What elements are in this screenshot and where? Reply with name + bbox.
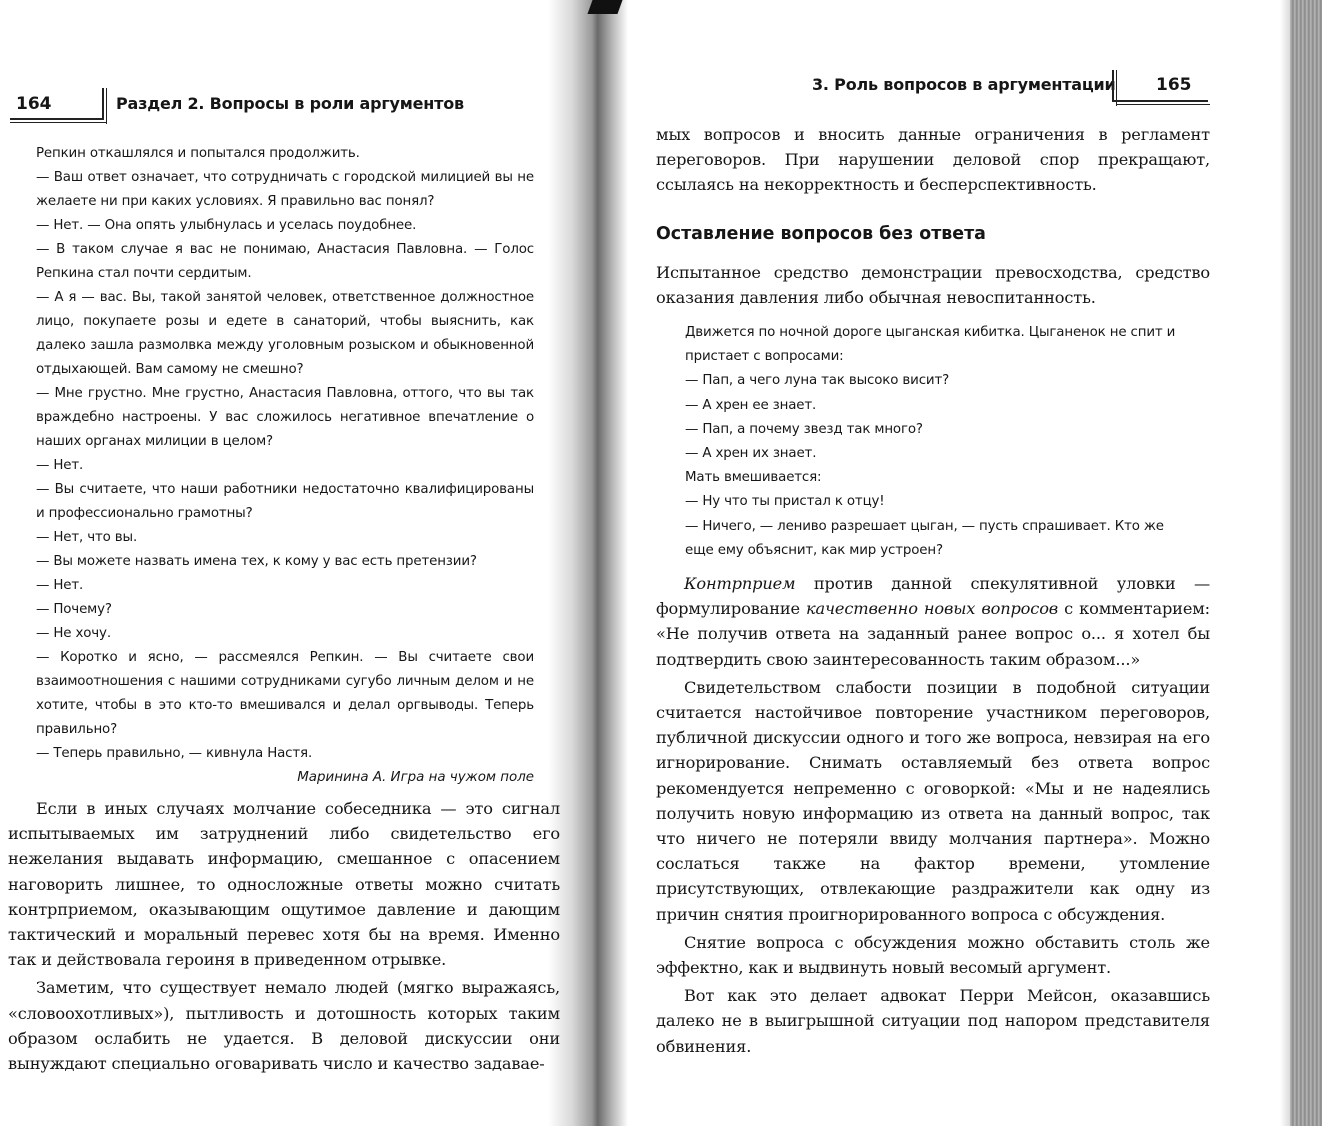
dialogue-line: — Не хочу. bbox=[36, 626, 111, 641]
header-rule bbox=[10, 122, 106, 123]
dialogue-line: — Ну что ты пристал к отцу! bbox=[685, 494, 885, 510]
dialogue-line: — А хрен их знает. bbox=[685, 446, 817, 462]
dialogue-line: — А я — вас. Вы, такой занятой человек, ответственное должностное лицо, покупаете розы и едете в санаторий, чтобы выяснить, как далеко зашла размолвка между уголовным розыском и обыкновенной отдыхающей. Вам самому не смешно? bbox=[36, 290, 534, 377]
dialogue-line: — Нет. — Она опять улыбнулась и уселась поудобнее. bbox=[36, 218, 417, 233]
left-quote-block bbox=[36, 142, 534, 790]
dialogue-line: — Ваш ответ означает, что сотрудничать с городской милицией вы не желаете ни при каких условиях. Я правильно вас понял? bbox=[36, 170, 534, 209]
body-text-run: с комментарием: «Не получив ответа на заданный ранее вопрос о... я хотел бы подтвердить свою заинтересованность таким образом...» bbox=[656, 599, 1210, 669]
header-rule bbox=[1116, 104, 1210, 105]
header-rule bbox=[10, 118, 102, 120]
header-divider bbox=[102, 88, 104, 120]
dialogue-line: Мать вмешивается: bbox=[685, 470, 822, 486]
left-running-head-title: Раздел 2. Вопросы в роли аргументов bbox=[116, 94, 464, 113]
dialogue-line: — В таком случае я вас не понимаю, Анастасия Павловна. — Голос Репкина стал почти сердитым. bbox=[36, 242, 534, 281]
dialogue-line: — Пап, а почему звезд так много? bbox=[685, 421, 923, 437]
body-paragraph bbox=[656, 571, 1210, 672]
body-paragraph: Если в иных случаях молчание собеседника — это сигнал испытываемых им затруднений либо свидетельство его нежелания выдавать информацию, смешанное с опасением наговорить лишнее, то односложные ответы можно считать контрприемом, оказывающим ощутимое давление и дающим тактический и моральный перевес хотя бы на время. Именно так и действовала героиня в приведенном отрывке. bbox=[8, 799, 560, 970]
body-paragraph: Вот как это делает адвокат Перри Мейсон, оказавшись далеко не в выигрышной ситуации под напором представителя обвинения. bbox=[656, 986, 1210, 1056]
body-paragraph: Снятие вопроса с обсуждения можно обставить столь же эффектно, как и выдвинуть новый весомый аргумент. bbox=[656, 932, 1210, 978]
left-page-number: 164 bbox=[16, 94, 52, 114]
header-rule bbox=[1114, 100, 1208, 102]
dialogue-line: — Коротко и ясно, — рассмеялся Репкин. — Вы считаете свои взаимоотношения с нашими сотрудниками сугубо личным делом и не хотите, чтобы в это кто-то вмешивался и делал оргвыводы. Теперь правильно? bbox=[36, 650, 534, 737]
body-paragraph: Свидетельством слабости позиции в подобной ситуации считается настойчивое повторение участником переговоров, публичной дискуссии одного и того же вопроса, невзирая на его игнорирование. Снимать оставляемый без ответа вопрос рекомендуется непременно с оговоркой: «Мы и не надеялись получить новую информацию из ответа на данный вопрос, так что ничего не потеряли ввиду молчания партнера». Можно сослаться также на фактор времени, утомление присутствующих, отвлекающие раздражители как одну из причин снятия проигнорированного вопроса с обсуждения. bbox=[656, 677, 1210, 924]
section-intro bbox=[656, 260, 1210, 310]
body-paragraph: мых вопросов и вносить данные ограничения в регламент переговоров. При нарушении деловой спор прекращают, ссылаясь на некорректность и бесперспективность. bbox=[656, 125, 1210, 195]
dialogue-line: Репкин откашлялся и попытался продолжить. bbox=[36, 146, 360, 161]
dialogue-line: — Нет. bbox=[36, 578, 84, 593]
dialogue-line: — Нет. bbox=[36, 458, 84, 473]
body-text-run: против данной спекулятивной уловки — формулирование bbox=[656, 574, 1210, 619]
header-divider bbox=[1112, 70, 1114, 102]
body-paragraph: Заметим, что существует немало людей (мягко выражаясь, «словоохотливых»), пытливость и дотошность которых таким образом ослабить не удается. В деловой дискуссии они вынуждают специально оговаривать число и качество задавае- bbox=[8, 978, 560, 1074]
page-stack-edge bbox=[1290, 0, 1322, 1126]
dialogue-line: — Мне грустно. Мне грустно, Анастасия Павловна, оттого, что вы так враждебно настроены. У вас сложилось негативное впечатление о наших органах милиции в целом? bbox=[36, 386, 534, 449]
left-dialogue bbox=[36, 142, 534, 766]
right-page-number: 165 bbox=[1156, 75, 1192, 95]
left-running-head bbox=[10, 88, 540, 124]
right-anecdote bbox=[685, 321, 1185, 563]
emphasis-term: качественно новых вопросов bbox=[805, 599, 1059, 619]
right-running-head-title: 3. Роль вопросов в аргументации bbox=[812, 75, 1116, 94]
dialogue-line: Движется по ночной дороге цыганская кибитка. Цыганенок не спит и пристает с вопросами: bbox=[685, 325, 1176, 365]
dialogue-line: — А хрен ее знает. bbox=[685, 397, 817, 413]
dialogue-line: — Нет, что вы. bbox=[36, 530, 138, 545]
dialogue-line: — Теперь правильно, — кивнула Настя. bbox=[36, 746, 313, 761]
right-running-head bbox=[806, 70, 1210, 106]
dialogue-line: — Вы можете назвать имена тех, к кому у вас есть претензии? bbox=[36, 554, 477, 569]
right-continuation-text bbox=[656, 122, 1210, 198]
body-paragraph: Испытанное средство демонстрации превосходства, средство оказания давления либо обычная невоспитанность. bbox=[656, 263, 1210, 308]
header-divider bbox=[106, 88, 107, 124]
right-body-text bbox=[656, 571, 1210, 1059]
dialogue-line: — Пап, а чего луна так высоко висит? bbox=[685, 373, 950, 389]
quote-attribution: Маринина А. Игра на чужом поле bbox=[297, 770, 534, 785]
left-body-text bbox=[8, 796, 560, 1076]
dialogue-line: — Ничего, — лениво разрешает цыган, — пусть спрашивает. Кто же еще ему объяснит, как мир устроен? bbox=[685, 518, 1164, 558]
section-heading: Оставление вопросов без ответа bbox=[656, 224, 986, 244]
emphasis-term: Контрприем bbox=[684, 574, 796, 593]
book-gutter-shadow bbox=[548, 0, 628, 1126]
dialogue-line: — Вы считаете, что наши работники недостаточно квалифицированы и профессионально грамотны? bbox=[36, 482, 534, 521]
gutter-binding-mark bbox=[587, 0, 622, 14]
dialogue-line: — Почему? bbox=[36, 602, 112, 617]
